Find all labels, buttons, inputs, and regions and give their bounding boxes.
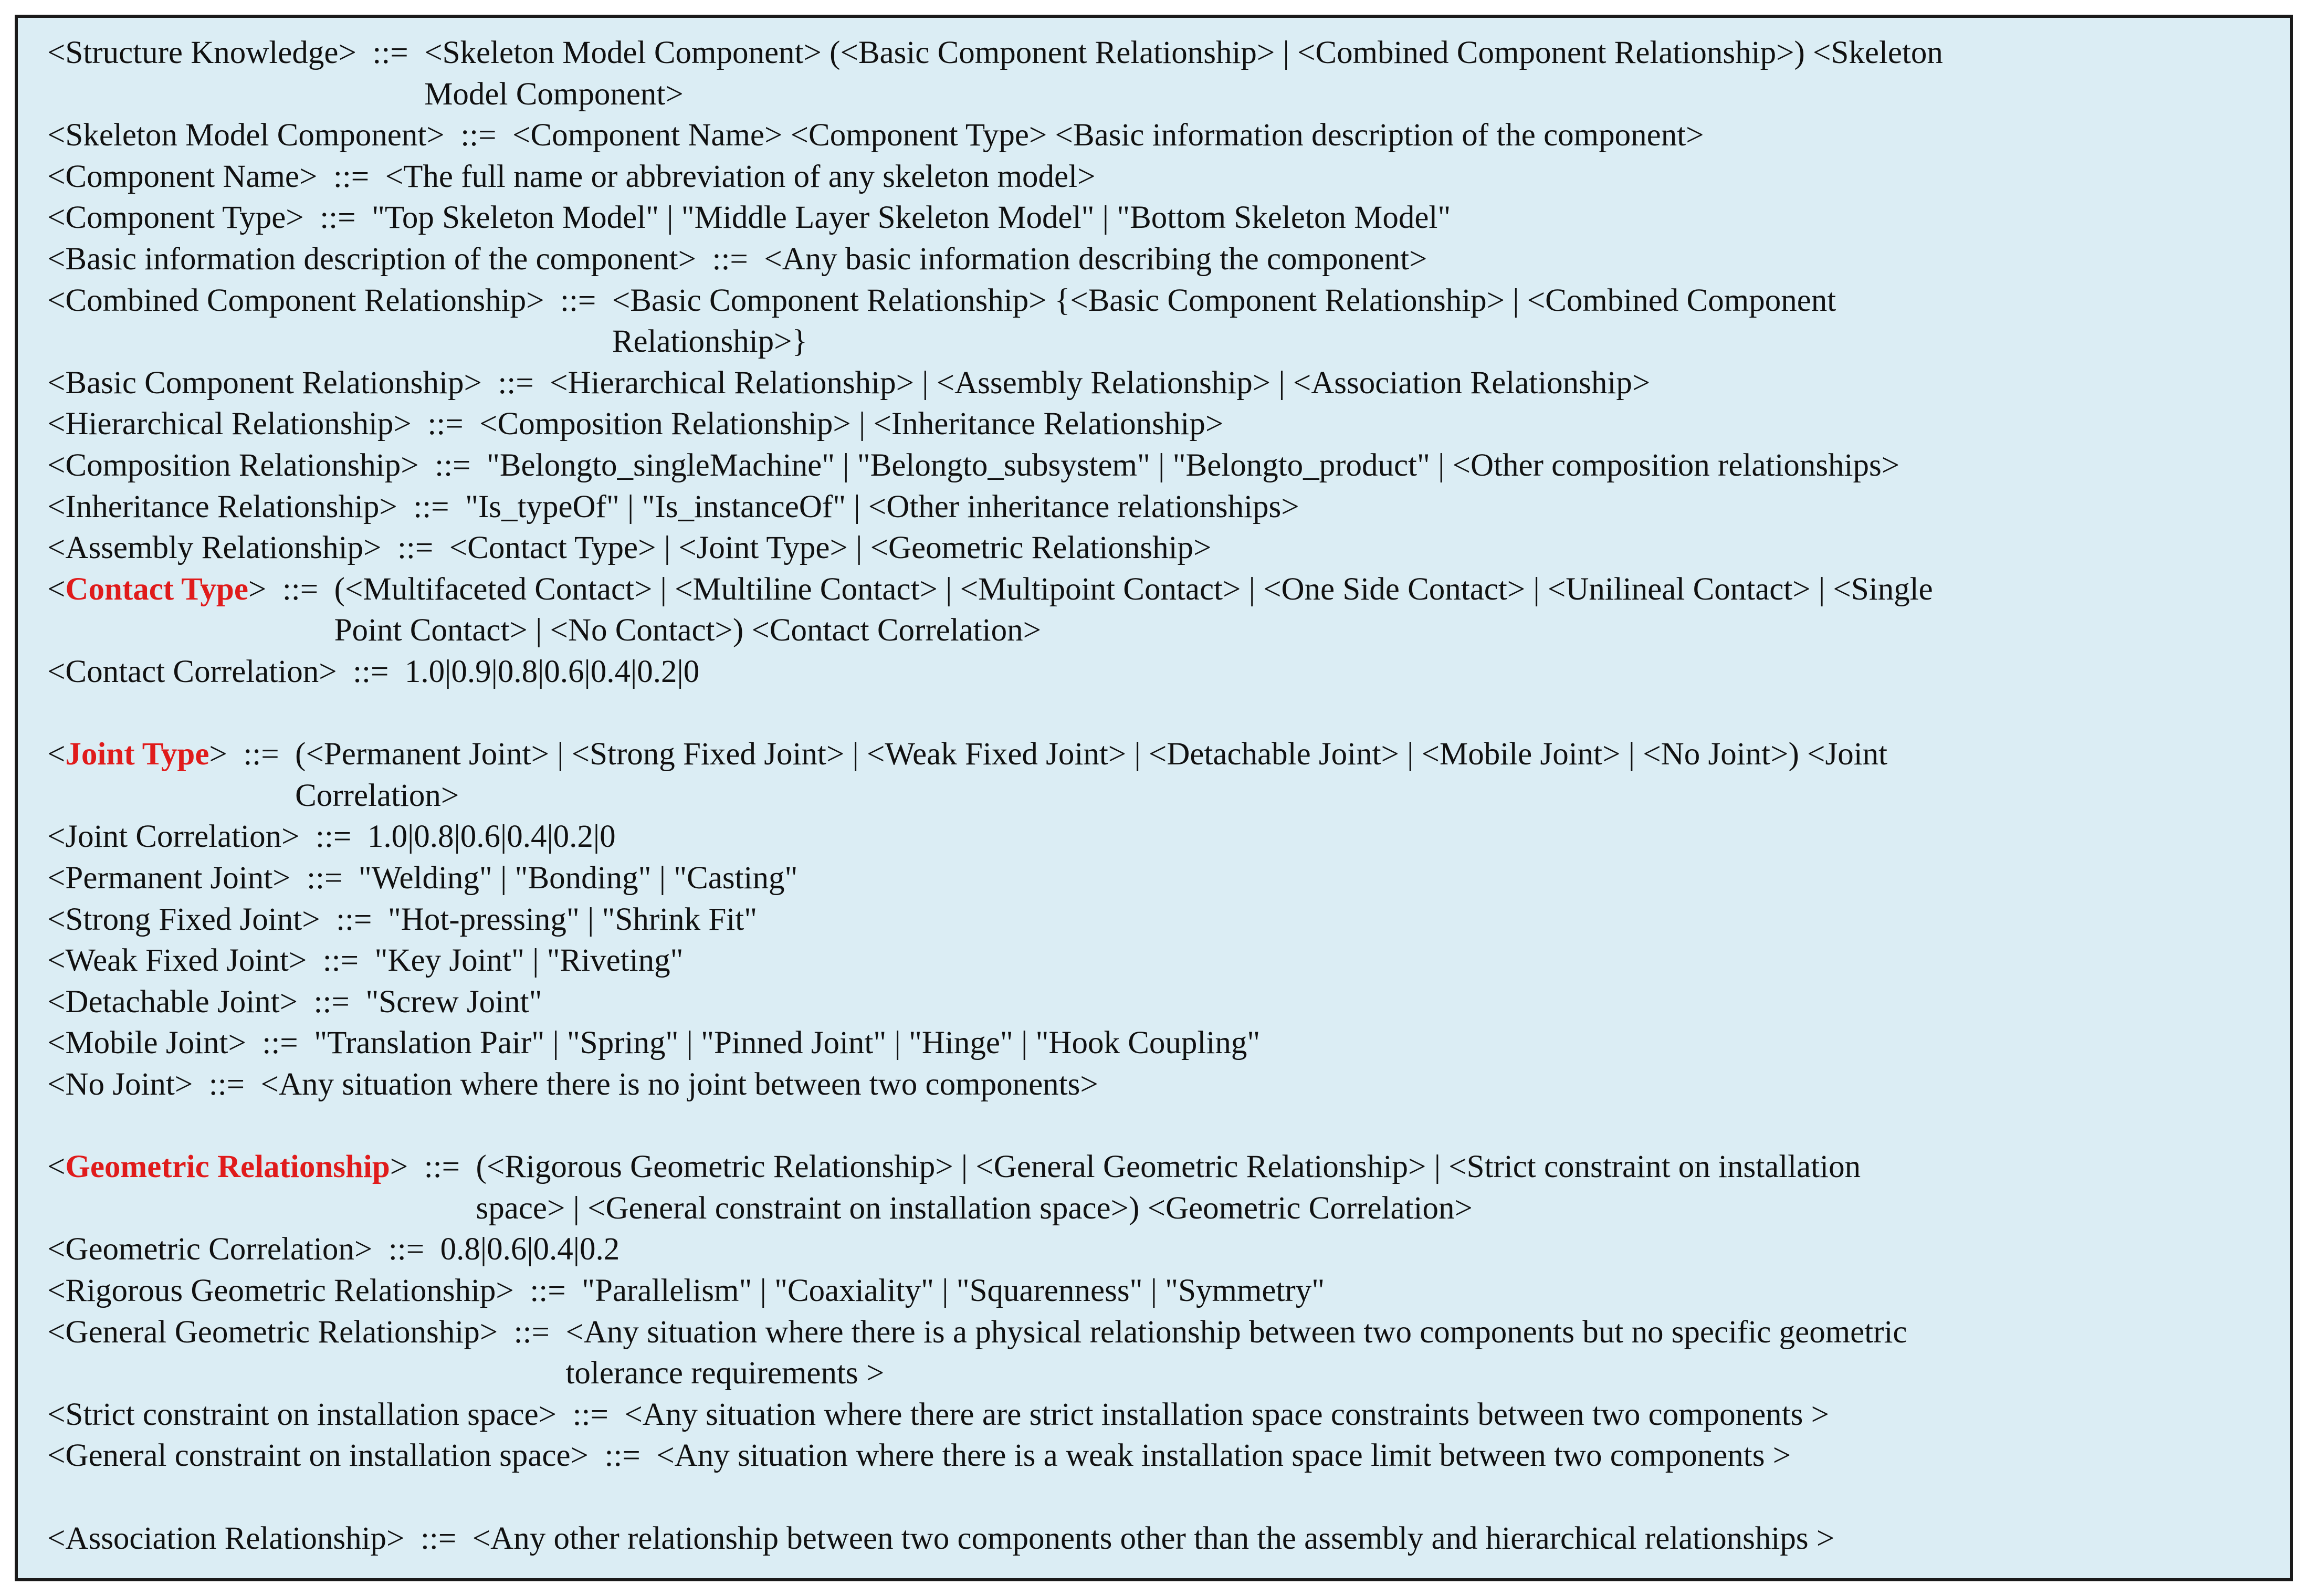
rule-open-bracket: < [47, 1273, 66, 1308]
rule-definition-continuation: Model Component> [424, 76, 684, 112]
rule-lhs [47, 1149, 408, 1184]
rule-lhs [47, 1273, 514, 1308]
rule-name: General Geometric Relationship [65, 1314, 480, 1350]
grammar-rule [47, 899, 2232, 941]
rule-lhs [47, 489, 397, 524]
rule-operator: ::= [712, 242, 748, 277]
rule-definition-start [314, 1025, 1260, 1060]
grammar-rule [47, 197, 2232, 239]
grammar-rule [47, 528, 2232, 569]
rule-close-bracket: > [678, 242, 697, 277]
rule-lhs [47, 200, 304, 235]
rule-name: Permanent Joint [65, 860, 273, 896]
rule-definition-start [487, 448, 1899, 483]
rule-definition: <Any situation where there is a weak installation space limit between two components > [656, 1438, 1791, 1474]
rule-operator: ::= [604, 1438, 640, 1474]
rule-definition-start [449, 530, 1212, 565]
rule-lhs [47, 118, 445, 153]
rule-definition-start [405, 654, 699, 689]
rule-definition: 0.8|0.6|0.4|0.2 [440, 1232, 620, 1267]
rule-operator: ::= [336, 901, 372, 937]
rule-open-bracket: < [47, 943, 66, 979]
rule-lhs [47, 943, 307, 978]
rule-lhs [47, 448, 419, 483]
rule-close-bracket: > [354, 1232, 373, 1267]
rule-operator: ::= [262, 1025, 298, 1061]
rule-definition-start [479, 406, 1223, 442]
rule-definition-start [656, 1438, 1791, 1473]
rule-lhs [47, 1067, 193, 1102]
grammar-rule [47, 487, 2232, 528]
rule-open-bracket: < [47, 406, 66, 442]
rule-lhs [47, 1397, 556, 1432]
rule-open-bracket: < [47, 860, 66, 896]
rule-lhs [47, 572, 266, 607]
rule-operator: ::= [372, 35, 408, 70]
rule-definition-start [465, 489, 1299, 524]
rule-close-bracket: > [272, 860, 291, 896]
grammar-rule [47, 982, 2232, 1023]
rule-close-bracket: > [393, 406, 412, 442]
rule-close-bracket: > [386, 1520, 405, 1556]
rule-definition-start [385, 159, 1096, 194]
rule-open-bracket: < [47, 1232, 66, 1267]
rule-name: Association Relationship [65, 1520, 387, 1556]
rule-close-bracket: > [302, 901, 320, 937]
rule-definition: <The full name or abbreviation of any skeleton model> [385, 159, 1096, 194]
rule-close-bracket: > [248, 571, 267, 607]
grammar-rule [47, 569, 2232, 611]
rule-operator: ::= [316, 819, 352, 855]
rule-definition: "Parallelism" | "Coaxiality" | "Squarenness" | "Symmetry" [582, 1273, 1325, 1308]
grammar-rule [47, 280, 2232, 322]
grammar-rule [47, 239, 2232, 280]
grammar-rule [47, 1435, 2232, 1477]
rule-lhs [47, 1025, 246, 1060]
grammar-rule [47, 1394, 2232, 1436]
rule-close-bracket: > [288, 943, 307, 979]
grammar-rule [47, 1312, 2232, 1353]
rule-operator: ::= [307, 860, 343, 896]
rule-name: Geometric Relationship [65, 1149, 390, 1185]
rule-name: Basic information description of the component [65, 242, 678, 277]
rule-open-bracket: < [47, 448, 66, 483]
rule-definition: <Component Name> <Component Type> <Basic information description of the component> [512, 118, 1704, 153]
rule-open-bracket: < [47, 1396, 66, 1432]
rule-name: Hierarchical Relationship [65, 406, 394, 442]
rule-operator: ::= [313, 984, 350, 1020]
rule-operator: ::= [572, 1396, 608, 1432]
grammar-rule [47, 1270, 2232, 1312]
rule-name: Assembly Relationship [65, 530, 364, 566]
rule-open-bracket: < [47, 1520, 66, 1556]
rule-operator: ::= [530, 1273, 566, 1308]
rule-operator: ::= [498, 365, 534, 401]
rule-definition: "Is_typeOf" | "Is_instanceOf" | <Other inheritance relationships> [465, 489, 1299, 524]
rule-definition-start [375, 943, 684, 978]
rule-definition: <Hierarchical Relationship> | <Assembly Relationship> | <Association Relationship> [550, 365, 1651, 401]
rule-name: Inheritance Relationship [65, 489, 380, 524]
rule-open-bracket: < [47, 242, 66, 277]
rule-definition-start [334, 572, 1933, 607]
rule-name: Contact Type [65, 571, 248, 607]
rule-name: Strong Fixed Joint [65, 901, 302, 937]
rule-definition-start [512, 118, 1704, 153]
rule-close-bracket: > [338, 35, 356, 70]
rule-lhs [47, 406, 412, 442]
rule-name: Contact Correlation [65, 654, 319, 689]
grammar-rule [47, 1229, 2232, 1270]
grammar-rule [47, 858, 2232, 899]
rule-operator: ::= [322, 943, 359, 979]
rule-open-bracket: < [47, 654, 66, 689]
grammar-rule [47, 33, 2232, 74]
grammar-rule [47, 1147, 2232, 1188]
grammar-rule [47, 1023, 2232, 1064]
rule-definition: "Top Skeleton Model" | "Middle Layer Skeleton Model" | "Bottom Skeleton Model" [372, 200, 1451, 236]
rule-definition-start [372, 200, 1451, 235]
grammar-rule [47, 404, 2232, 445]
rule-definition: "Welding" | "Bonding" | "Casting" [358, 860, 798, 896]
rule-operator: ::= [208, 1067, 245, 1102]
rule-definition: (<Multifaceted Contact> | <Multiline Contact> | <Multipoint Contact> | <One Side Contact> | <Unilineal Contact> | <Single [334, 571, 1933, 607]
rule-name: Skeleton Model Component [65, 118, 427, 153]
rule-definition: <Any situation where there is a physical relationship between two components but no specific geometric [565, 1314, 1907, 1350]
rule-lhs [47, 860, 291, 896]
rule-name: Composition Relationship [65, 448, 401, 483]
rule-definition: <Any basic information describing the component> [764, 242, 1427, 277]
rule-operator: ::= [243, 737, 279, 772]
rule-name: Detachable Joint [65, 984, 280, 1020]
rule-name: Mobile Joint [65, 1025, 228, 1061]
rule-close-bracket: > [286, 200, 304, 236]
rule-close-bracket: > [538, 1396, 557, 1432]
rule-close-bracket: > [464, 365, 482, 401]
rule-definition-continuation: Correlation> [295, 778, 459, 813]
rule-name: No Joint [65, 1067, 175, 1102]
rule-open-bracket: < [47, 901, 66, 937]
rule-name: Geometric Correlation [65, 1232, 354, 1267]
rule-close-bracket: > [228, 1025, 246, 1061]
rule-definition: <Skeleton Model Component> (<Basic Component Relationship> | <Combined Component Relationship>) <Skeleton [424, 35, 1943, 70]
rule-open-bracket: < [47, 489, 66, 524]
rule-operator: ::= [424, 1149, 460, 1185]
rule-definition: (<Rigorous Geometric Relationship> | <General Geometric Relationship> | <Strict constraint on installation [476, 1149, 1861, 1185]
grammar-rule [47, 1518, 2232, 1560]
rule-definition-continuation: Relationship>} [612, 324, 807, 360]
rule-name: Rigorous Geometric Relationship [65, 1273, 496, 1308]
rule-close-bracket: > [281, 819, 300, 855]
rule-definition: "Screw Joint" [365, 984, 542, 1020]
rule-operator: ::= [282, 571, 319, 607]
rule-close-bracket: > [379, 489, 397, 524]
rule-operator: ::= [560, 282, 596, 318]
rule-definition: <Basic Component Relationship> {<Basic Component Relationship> | <Combined Component [612, 282, 1836, 318]
rule-open-bracket: < [47, 819, 66, 855]
grammar-rule [47, 652, 2232, 693]
rule-definition: <Any situation where there are strict installation space constraints between two components > [624, 1396, 1830, 1432]
rule-operator: ::= [427, 406, 464, 442]
rule-operator: ::= [333, 159, 370, 194]
rule-operator: ::= [388, 1232, 425, 1267]
rule-definition-start [295, 737, 1887, 772]
rule-definition: <Composition Relationship> | <Inheritance Relationship> [479, 406, 1224, 442]
rule-definition-start [550, 365, 1650, 401]
rule-open-bracket: < [47, 1314, 66, 1350]
rule-close-bracket: > [496, 1273, 514, 1308]
rule-close-bracket: > [299, 159, 318, 194]
rule-lhs [47, 365, 482, 401]
rule-lhs [47, 1315, 498, 1350]
rule-operator: ::= [513, 1314, 550, 1350]
rule-definition-start [368, 819, 616, 854]
rule-open-bracket: < [47, 200, 66, 236]
rule-definition-start [388, 902, 757, 937]
rule-definition-start [472, 1521, 1835, 1556]
rule-lhs [47, 819, 300, 854]
rule-operator: ::= [320, 200, 356, 236]
rule-definition-start [582, 1273, 1325, 1308]
rule-open-bracket: < [47, 159, 66, 194]
rule-open-bracket: < [47, 1025, 66, 1061]
rule-open-bracket: < [47, 530, 66, 566]
grammar-rule [47, 734, 2232, 775]
rule-definition-start [565, 1315, 1907, 1350]
rule-operator: ::= [397, 530, 434, 566]
rule-open-bracket: < [47, 1067, 66, 1102]
rule-close-bracket: > [390, 1149, 408, 1185]
rule-close-bracket: > [279, 984, 298, 1020]
rule-name: Strict constraint on installation space [65, 1396, 539, 1432]
rule-name: Basic Component Relationship [65, 365, 464, 401]
rule-definition-continuation: tolerance requirements > [565, 1356, 885, 1391]
rule-name: Joint Correlation [65, 819, 282, 855]
rule-name: General constraint on installation space [65, 1438, 571, 1474]
rule-lhs [47, 242, 696, 277]
rule-definition: <Any other relationship between two components other than the assembly and hierarchical relationships > [472, 1520, 1835, 1556]
rule-operator: ::= [460, 118, 497, 153]
rule-definition-start [365, 984, 542, 1020]
rule-definition: "Belongto_singleMachine" | "Belongto_subsystem" | "Belongto_product" | <Other composition relationships> [486, 448, 1900, 483]
rule-definition: 1.0|0.8|0.6|0.4|0.2|0 [367, 819, 616, 855]
rule-definition-start [764, 242, 1427, 277]
grammar-rule [47, 363, 2232, 404]
rule-open-bracket: < [47, 737, 66, 772]
grammar-rule [47, 1064, 2232, 1106]
grammar-rule [47, 445, 2232, 487]
rule-definition-start [612, 283, 1836, 318]
rule-open-bracket: < [47, 35, 66, 70]
rule-close-bracket: > [363, 530, 382, 566]
rule-definition-start [424, 35, 1943, 70]
rule-definition-start [440, 1232, 620, 1267]
rule-lhs [47, 654, 337, 689]
grammar-rule [47, 115, 2232, 156]
rule-lhs [47, 1232, 372, 1267]
rule-definition-continuation: Point Contact> | <No Contact>) <Contact Correlation> [334, 613, 1042, 648]
rule-name: Joint Type [65, 737, 209, 772]
rule-open-bracket: < [47, 984, 66, 1020]
grammar-rule [47, 156, 2232, 198]
rule-lhs [47, 159, 317, 194]
rule-lhs [47, 902, 320, 937]
rule-operator: ::= [420, 1520, 457, 1556]
rule-definition: "Hot-pressing" | "Shrink Fit" [387, 901, 758, 937]
rule-lhs [47, 530, 381, 565]
rule-operator: ::= [353, 654, 389, 689]
rule-name: Component Type [65, 200, 286, 236]
rule-definition-continuation: space> | <General constraint on installation space>) <Geometric Correlation> [476, 1190, 1473, 1226]
rule-lhs [47, 35, 356, 70]
rule-definition: "Translation Pair" | "Spring" | "Pinned Joint" | "Hinge" | "Hook Coupling" [314, 1025, 1261, 1061]
grammar-rule [47, 816, 2232, 858]
rule-lhs [47, 1521, 404, 1556]
rule-lhs [47, 984, 298, 1020]
rule-open-bracket: < [47, 282, 66, 318]
rule-definition: <Contact Type> | <Joint Type> | <Geometric Relationship> [449, 530, 1212, 566]
rule-definition-start [476, 1149, 1861, 1184]
rule-definition: "Key Joint" | "Riveting" [374, 943, 684, 979]
grammar-box [15, 15, 2293, 1581]
rule-operator: ::= [413, 489, 449, 524]
rule-open-bracket: < [47, 1438, 66, 1474]
rule-close-bracket: > [570, 1438, 589, 1474]
rule-definition: (<Permanent Joint> | <Strong Fixed Joint> | <Weak Fixed Joint> | <Detachable Joint> | <Mobile Joint> | <No Joint>) <Joint [295, 737, 1888, 772]
rule-close-bracket: > [209, 737, 227, 772]
rule-definition-start [359, 860, 798, 896]
rule-open-bracket: < [47, 1149, 66, 1185]
rule-close-bracket: > [526, 282, 544, 318]
rule-lhs [47, 737, 227, 772]
rule-definition-start [624, 1397, 1829, 1432]
rule-lhs [47, 1438, 589, 1473]
rule-definition: <Any situation where there is no joint between two components> [260, 1067, 1098, 1102]
rule-lhs [47, 283, 544, 318]
rule-close-bracket: > [426, 118, 445, 153]
rule-name: Structure Knowledge [65, 35, 339, 70]
rule-name: Weak Fixed Joint [65, 943, 289, 979]
rule-open-bracket: < [47, 365, 66, 401]
rule-close-bracket: > [319, 654, 337, 689]
rule-name: Component Name [65, 159, 299, 194]
rule-close-bracket: > [401, 448, 419, 483]
rule-close-bracket: > [479, 1314, 498, 1350]
rule-definition: 1.0|0.9|0.8|0.6|0.4|0.2|0 [404, 654, 700, 689]
grammar-rule [47, 940, 2232, 982]
rule-close-bracket: > [174, 1067, 193, 1102]
rule-operator: ::= [435, 448, 471, 483]
rule-definition-start [261, 1067, 1098, 1102]
rule-open-bracket: < [47, 571, 66, 607]
rule-name: Combined Component Relationship [65, 282, 527, 318]
rule-open-bracket: < [47, 118, 66, 153]
